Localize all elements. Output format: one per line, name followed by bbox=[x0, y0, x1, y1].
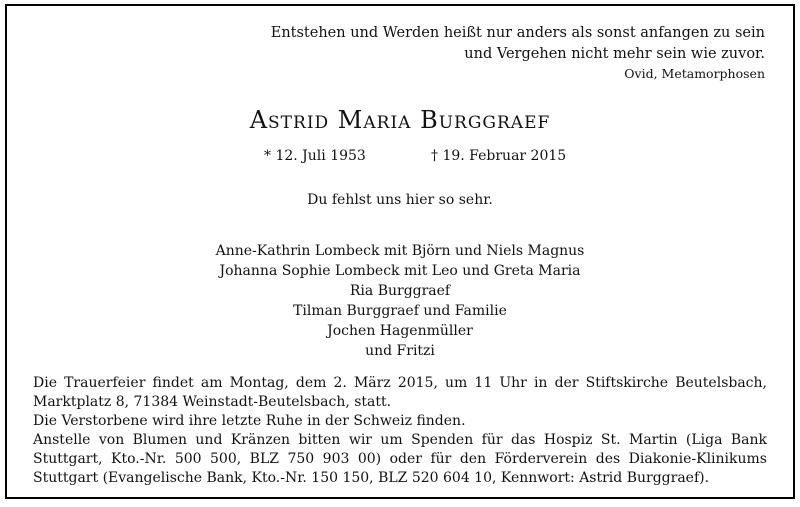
mourner-line: Tilman Burggraef und Familie bbox=[293, 303, 507, 319]
death-date: † 19. Februar 2015 bbox=[431, 148, 567, 164]
mourner-line: Anne-Kathrin Lombeck mit Björn und Niels Magnus bbox=[215, 243, 585, 259]
motto: Du fehlst uns hier so sehr. bbox=[307, 192, 493, 208]
funeral-information bbox=[33, 374, 767, 488]
funeral-details: Die Trauerfeier findet am Montag, dem 2. März 2015, um 11 Uhr in der Stiftskirche Beutelsbach, Marktplatz 8, 71384 Weinstadt-Beutelsbach, statt. bbox=[33, 375, 767, 410]
epigraph-line-1: Entstehen und Werden heißt nur anders als sonst anfangen zu sein bbox=[270, 25, 765, 41]
burial-note: Die Verstorbene wird ihre letzte Ruhe in der Schweiz finden. bbox=[33, 413, 466, 429]
deceased-name: Astrid Maria Burggraef bbox=[249, 106, 551, 134]
mourner-line: Ria Burggraef bbox=[349, 283, 451, 299]
obituary-notice bbox=[5, 4, 795, 499]
donation-request: Anstelle von Blumen und Kränzen bitten wir um Spenden für das Hospiz St. Martin (Liga Bank Stuttgart, Kto.-Nr. 500 500, BLZ 750 903 00) oder für den Förderverein des Diakonie-Klinikums Stuttgart (Evangelische Bank, Kto.-Nr. 150 150, BLZ 520 604 10, Kennwort: Astrid Burggraef). bbox=[33, 432, 767, 486]
mourner-line: und Fritzi bbox=[365, 343, 435, 359]
epigraph bbox=[271, 23, 765, 83]
mourner-line: Jochen Hagenmüller bbox=[327, 323, 473, 339]
epigraph-attribution: Ovid, Metamorphosen bbox=[624, 66, 765, 81]
epigraph-line-2: und Vergehen nicht mehr sein wie zuvor. bbox=[464, 46, 765, 62]
birth-date: * 12. Juli 1953 bbox=[264, 148, 366, 164]
mourner-line: Johanna Sophie Lombeck mit Leo und Greta Maria bbox=[219, 263, 581, 279]
mourners-list bbox=[7, 241, 793, 361]
